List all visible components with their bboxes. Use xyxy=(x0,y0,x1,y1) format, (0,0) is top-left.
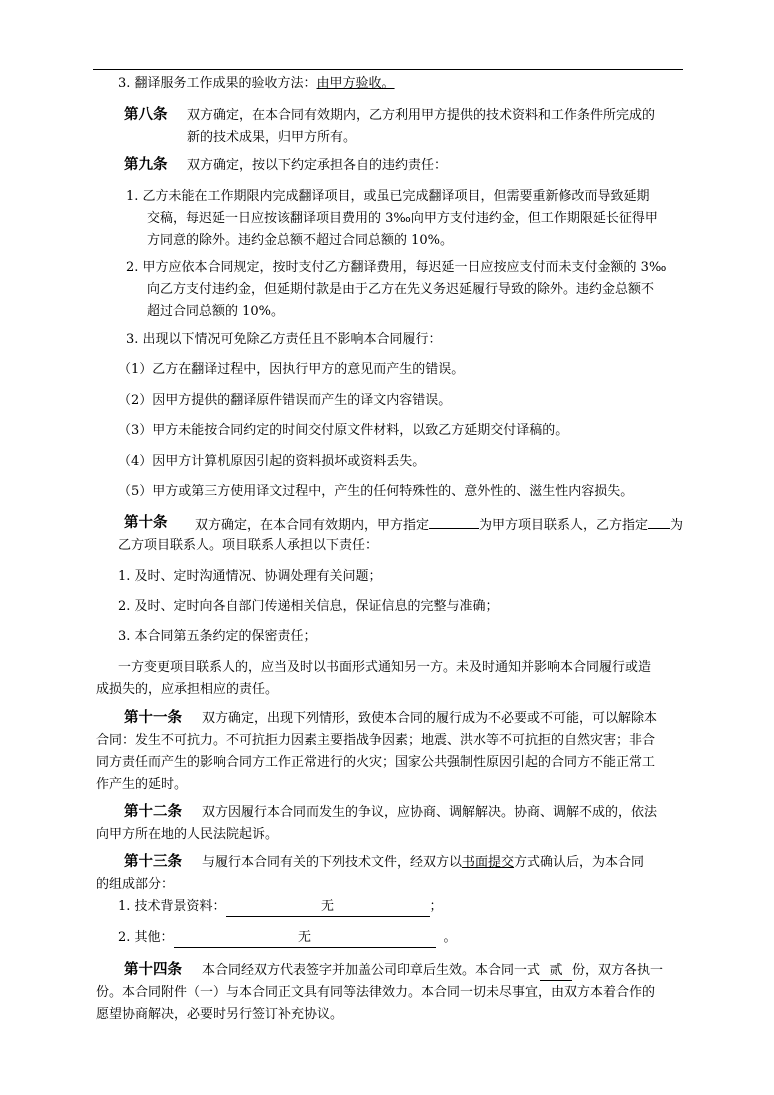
article-13-line: 的组成部分： xyxy=(96,877,175,892)
article-14-line: 本合同经双方代表签字并加盖公司印章后生效。本合同一式 贰 份，双方各执一 xyxy=(202,962,663,981)
article-10-item: 3. 本合同第五条约定的保密责任； xyxy=(118,629,317,644)
exemption-item: （1）乙方在翻译过程中，因执行甲方的意见而产生的错误。 xyxy=(118,362,465,377)
article-9-item-1: 方同意的除外。违约金总额不超过合同总额的 10%。 xyxy=(147,233,454,248)
exemption-item: （4）因甲方计算机原因引起的资料损坏或资料丢失。 xyxy=(118,454,426,469)
article-8-line: 双方确定，在本合同有效期内，乙方利用甲方提供的技术资料和工作条件所完成的 xyxy=(187,108,656,123)
article-12-line: 向甲方所在地的人民法院起诉。 xyxy=(96,827,279,842)
article-14-title: 第十四条 xyxy=(124,961,182,978)
other-documents-line: 2. 其他： 无 。 xyxy=(118,929,457,948)
article-14-line: 份。本合同附件（一）与本合同正文具有同等法律效力。本合同一切未尽事宜，由双方本着合作的 xyxy=(96,985,656,1000)
article-8-line: 新的技术成果，归甲方所有。 xyxy=(187,130,357,145)
technical-background-line: 1. 技术背景资料： 无 ； xyxy=(118,898,443,917)
article-9-item-1: 交稿，每迟延一日应按该翻译项目费用的 3‰向甲方支付违约金，但工作期限延长征得甲 xyxy=(147,211,658,226)
article-9-title: 第九条 xyxy=(124,156,168,173)
exemption-item: （3）甲方未能按合同约定的时间交付原文件材料，以致乙方延期交付译稿的。 xyxy=(118,423,569,438)
article-8-title: 第八条 xyxy=(124,106,168,123)
article-12-line: 双方因履行本合同而发生的争议，应协商、调解解决。协商、调解不成的，依法 xyxy=(202,805,658,820)
acceptance-method-line: 3. 翻译服务工作成果的验收方法：由甲方验收。 xyxy=(118,76,395,91)
other-documents-value: 无 xyxy=(174,929,436,948)
confirmation-method-value: 书面提交 xyxy=(462,855,515,870)
article-10-line: 双方确定，在本合同有效期内，甲方指定 为甲方项目联系人，乙方指定 为 xyxy=(195,515,683,535)
article-11-line: 合同：发生不可抗力。不可抗拒力因素主要指战争因素；地震、洪水等不可抗拒的自然灾害；非合 xyxy=(96,733,656,748)
article-10-item: 1. 及时、定时沟通情况、协调处理有关问题； xyxy=(118,569,382,584)
article-13-title: 第十三条 xyxy=(124,853,182,870)
article-11-title: 第十一条 xyxy=(124,709,182,726)
exemption-item: （5）甲方或第三方使用译文过程中，产生的任何特殊性的、意外性的、滋生性内容损失。 xyxy=(118,484,634,499)
project-contact-blank xyxy=(648,515,670,529)
article-9-item-2: 向乙方支付违约金，但延期付款是由于乙方在先义务迟延履行导致的除外。违约金总额不 xyxy=(147,282,655,297)
acceptance-method-value: 由甲方验收。 xyxy=(316,76,395,91)
exemption-item: （2）因甲方提供的翻译原件错误而产生的译文内容错误。 xyxy=(118,393,452,408)
technical-background-value: 无 xyxy=(226,898,430,917)
article-9-item-2: 超过合同总额的 10%。 xyxy=(147,304,285,319)
article-10-title: 第十条 xyxy=(124,514,168,531)
article-10-paragraph: 一方变更项目联系人的，应当及时以书面形式通知另一方。未及时通知并影响本合同履行或造 xyxy=(118,660,652,675)
article-11-line: 双方确定，出现下列情形，致使本合同的履行成为不必要或不可能，可以解除本 xyxy=(202,711,658,726)
header-rule xyxy=(93,69,683,70)
article-10-item: 2. 及时、定时向各自部门传递相关信息，保证信息的完整与准确； xyxy=(118,599,499,614)
article-14-line: 愿望协商解决，必要时另行签订补充协议。 xyxy=(96,1007,344,1022)
copies-value: 贰 xyxy=(540,962,572,981)
article-11-line: 作产生的延时。 xyxy=(96,777,188,792)
article-9-line: 双方确定，按以下约定承担各自的违约责任： xyxy=(187,158,448,173)
article-9-item-1: 1. 乙方未能在工作期限内完成翻译项目，或虽已完成翻译项目，但需要重新修改而导致延期 xyxy=(126,189,650,204)
article-9-item-2: 2. 甲方应依本合同规定，按时支付乙方翻译费用，每迟延一日应按应支付而未支付金额的 3‰ xyxy=(126,260,667,275)
article-10-line: 乙方项目联系人。项目联系人承担以下责任： xyxy=(118,538,379,553)
project-contact-blank xyxy=(429,515,479,529)
article-13-line: 与履行本合同有关的下列技术文件，经双方以书面提交方式确认后，为本合同 xyxy=(202,855,645,870)
article-10-paragraph: 成损失的，应承担相应的责任。 xyxy=(96,682,279,697)
article-9-item-3: 3. 出现以下情况可免除乙方责任且不影响本合同履行： xyxy=(126,332,442,347)
article-11-line: 同方责任而产生的影响合同方工作正常进行的火灾；国家公共强制性原因引起的合同方不能正常工 xyxy=(96,755,656,770)
article-12-title: 第十二条 xyxy=(124,803,182,820)
